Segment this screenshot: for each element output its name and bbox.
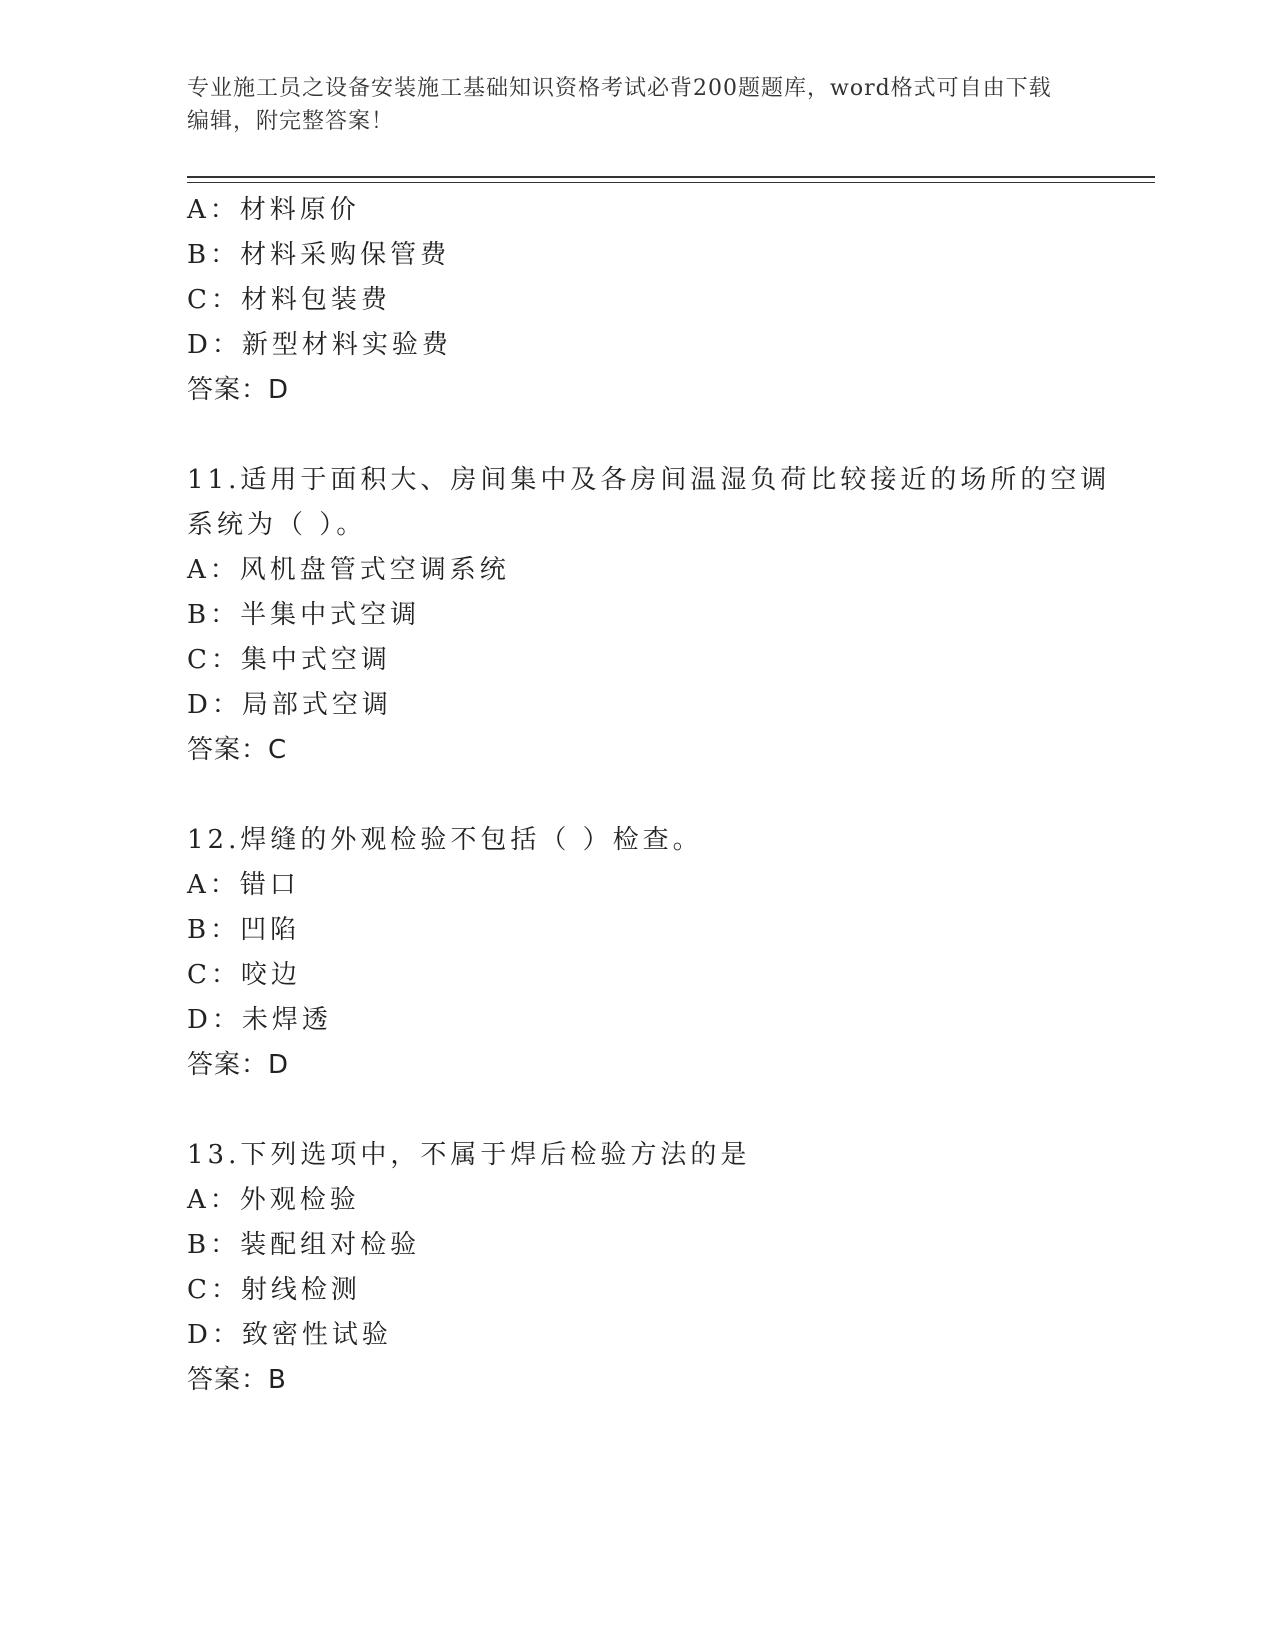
q12-option-d: D：未焊透 [187, 1005, 332, 1035]
q13-option-d: D：致密性试验 [187, 1320, 392, 1350]
q11-option-d: D：局部式空调 [187, 690, 392, 720]
q10-answer: 答案：D [187, 375, 290, 405]
q11-option-a: A：风机盘管式空调系统 [187, 555, 510, 585]
q13-option-c: C：射线检测 [187, 1275, 361, 1305]
q13-option-a: A：外观检验 [187, 1185, 360, 1215]
q11-stem-line-1: 11.适用于面积大、房间集中及各房间温湿负荷比较接近的场所的空调 [187, 465, 1111, 495]
q12-answer: 答案：D [187, 1050, 290, 1080]
q12-option-b: B：凹陷 [187, 915, 301, 945]
q13-stem: 13.下列选项中，不属于焊后检验方法的是 [187, 1140, 751, 1170]
q10-option-a: A：材料原价 [187, 195, 360, 225]
q11-stem-line-2: 系统为（ ）。 [187, 510, 367, 540]
document-title: 专业施工员之设备安装施工基础知识资格考试必背200题题库，word格式可自由下载编辑，附完整答案！ [187, 76, 1052, 134]
q11-option-c: C：集中式空调 [187, 645, 391, 675]
q12-option-c: C：咬边 [187, 960, 301, 990]
title-divider [187, 176, 1155, 178]
q11-answer: 答案：C [187, 735, 288, 765]
q10-option-b: B：材料采购保管费 [187, 240, 451, 270]
q13-answer: 答案：B [187, 1365, 287, 1395]
q12-option-a: A：错口 [187, 870, 300, 900]
q10-option-d: D：新型材料实验费 [187, 330, 452, 360]
q11-option-b: B：半集中式空调 [187, 600, 421, 630]
q12-stem: 12.焊缝的外观检验不包括（ ）检查。 [187, 825, 703, 855]
q10-option-c: C：材料包装费 [187, 285, 391, 315]
title-divider-thin [187, 182, 1155, 183]
q13-option-b: B：装配组对检验 [187, 1230, 421, 1260]
